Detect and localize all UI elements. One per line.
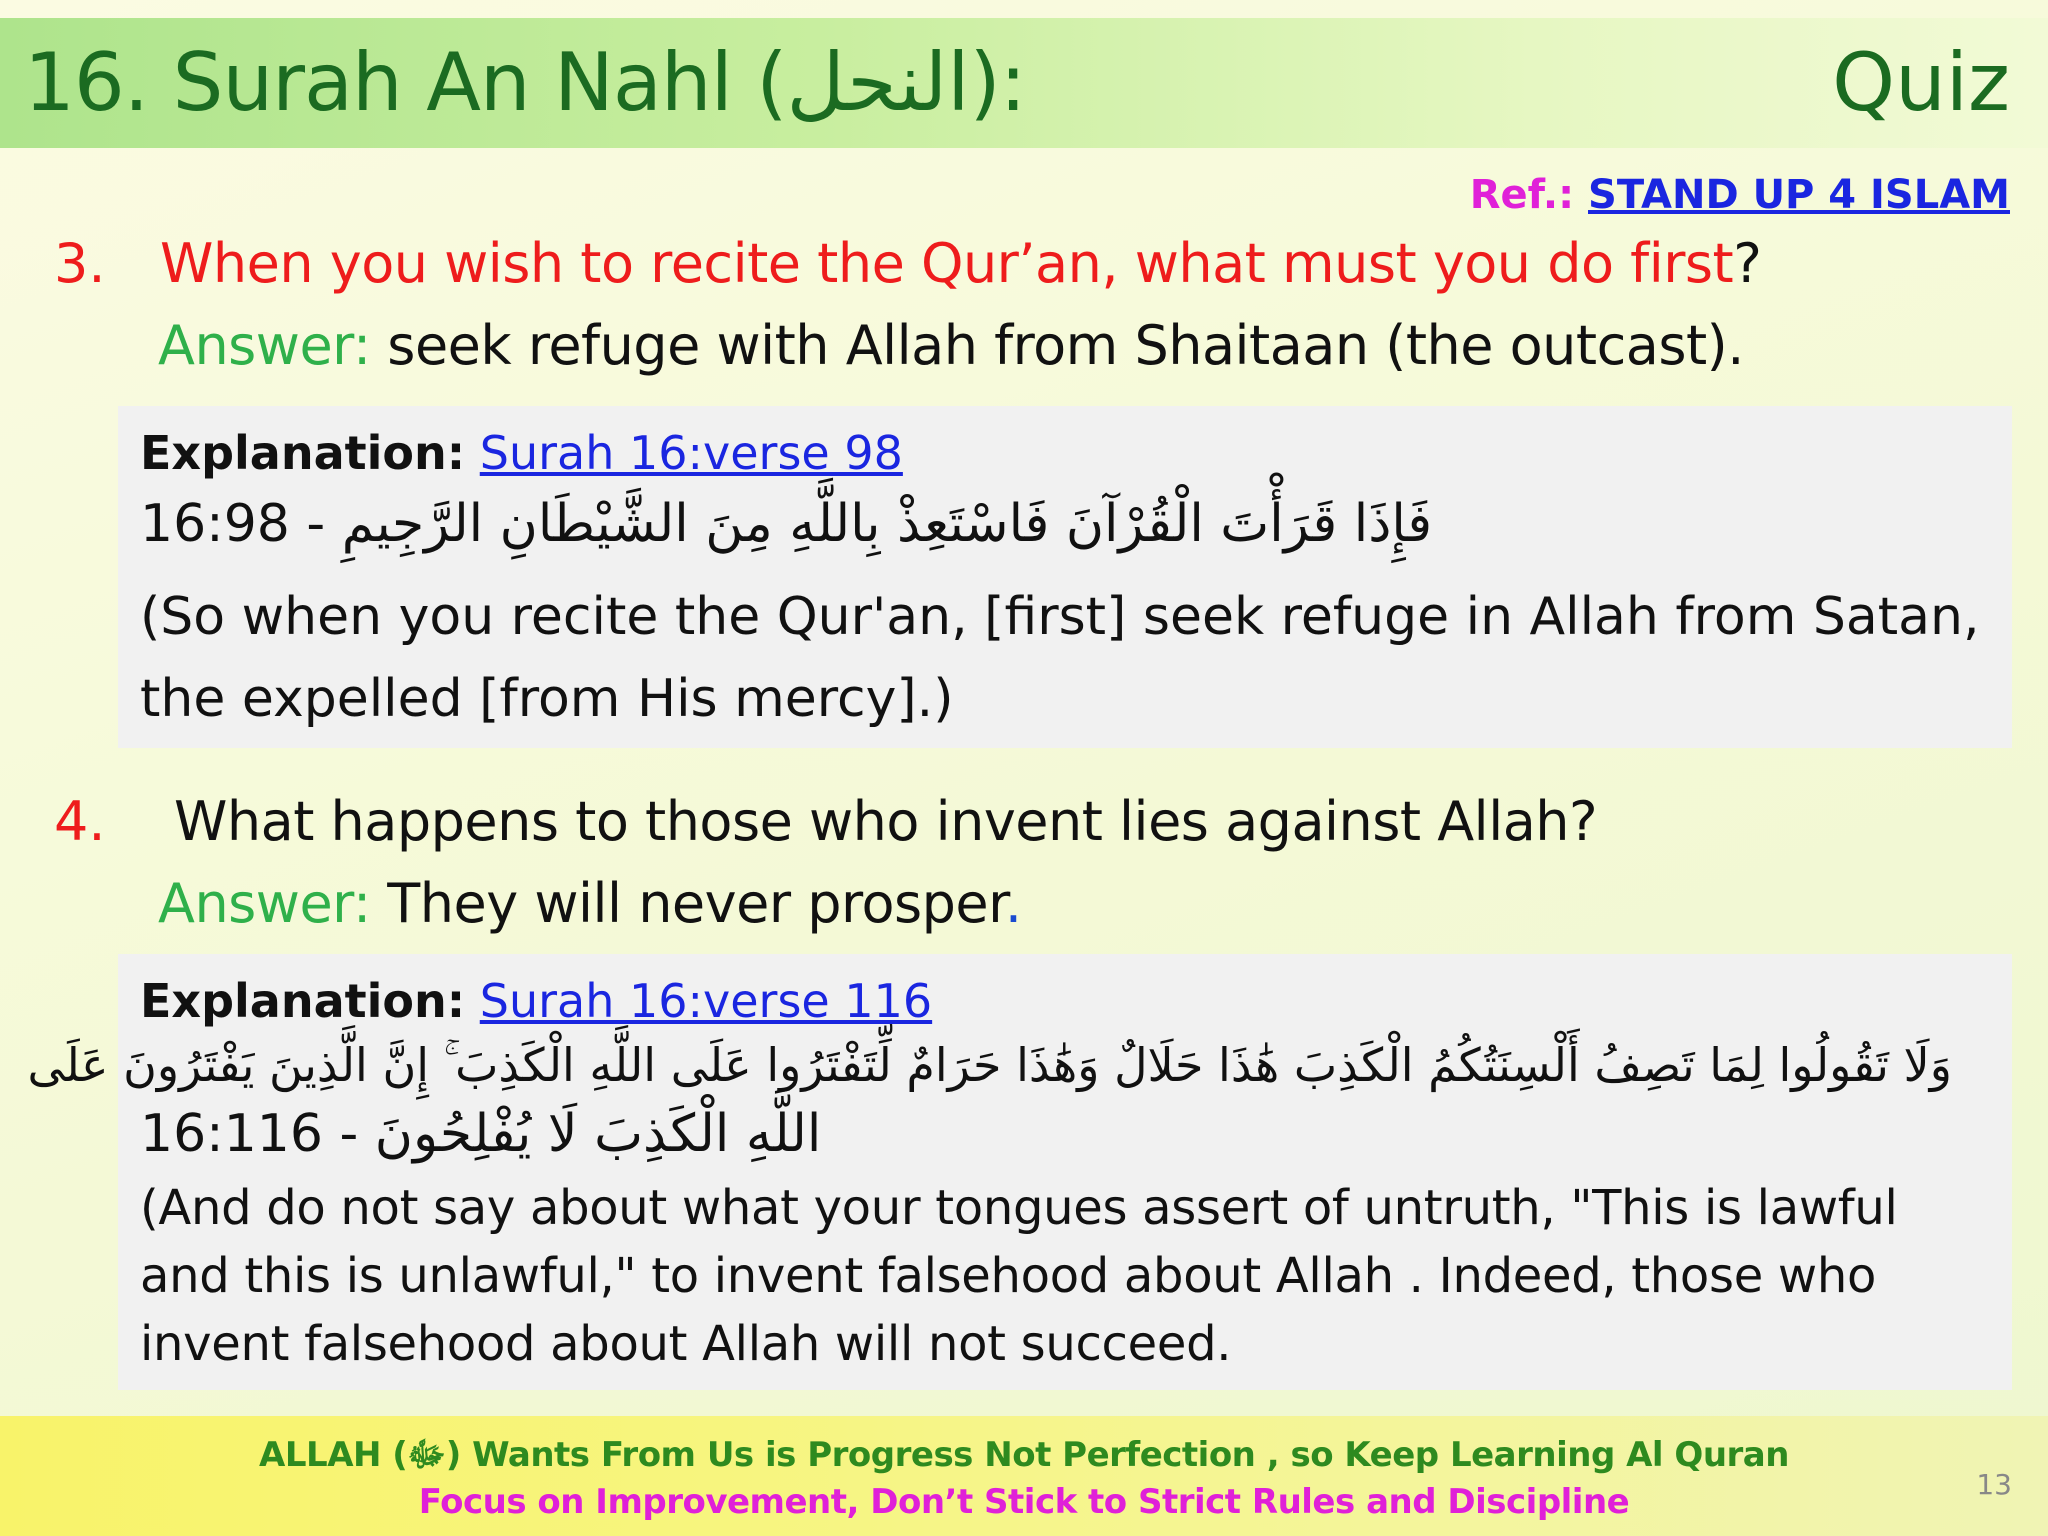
- quiz-label: Quiz: [1832, 36, 2010, 129]
- footer-line-1: ALLAH (ﷻ) Wants From Us is Progress Not Perfection , so Keep Learning Al Quran: [259, 1435, 1789, 1475]
- footer-banner: [0, 1416, 2048, 1536]
- question-3-mark: ?: [1733, 232, 1762, 295]
- page-number: 13: [1976, 1468, 2012, 1501]
- verse-98-line: [140, 494, 1432, 554]
- answer-3: [158, 314, 1744, 377]
- verse-116-ref: 16:116 -: [140, 1104, 375, 1164]
- verse-116-translation: (And do not say about what your tongues assert of untruth, "This is lawful and this is unlawful," to invent falsehood about Allah . Indeed, those who invent falsehood about Allah will not succeed.: [140, 1180, 1898, 1372]
- verse-116-line: [140, 1104, 821, 1164]
- ref-label: Ref.:: [1469, 172, 1575, 218]
- explanation-box-4: [27, 954, 2012, 1390]
- answer-4: [158, 872, 1022, 935]
- verse-116-arabic-line-2: اللَّهِ الْكَذِبَ لَا يُفْلِحُونَ: [374, 1104, 822, 1164]
- explanation-3-header: [140, 426, 903, 480]
- question-3-number: 3.: [54, 232, 106, 295]
- reference: [1470, 172, 2010, 218]
- footer-line-2: Focus on Improvement, Don’t Stick to Strict Rules and Discipline: [418, 1482, 1630, 1522]
- question-3-body: When you wish to recite the Qur’an, what must you do first: [160, 232, 1734, 295]
- explanation-3-label: Explanation:: [140, 426, 466, 480]
- explanation-4-header: [140, 974, 932, 1028]
- answer-3-text: seek refuge with Allah from Shaitaan (the outcast).: [370, 314, 1744, 377]
- explanation-box-3: [118, 406, 2012, 748]
- verse-116-arabic-line-1: وَلَا تَقُولُوا لِمَا تَصِفُ أَلْسِنَتُكُمُ الْكَذِبَ هَٰذَا حَلَالٌ وَهَٰذَا حَرَامٌ لِّتَفْتَرُوا عَلَى اللَّهِ الْكَذِبَ ۚ إِنَّ الَّذِينَ يَفْتَرُونَ عَلَى: [27, 1038, 1952, 1092]
- question-4-text: What happens to those who invent lies against Allah?: [174, 790, 1598, 853]
- verse-98-arabic: فَإِذَا قَرَأْتَ الْقُرْآنَ فَاسْتَعِذْ بِاللَّهِ مِنَ الشَّيْطَانِ الرَّجِيمِ: [341, 494, 1433, 554]
- slide-title: 16. Surah An Nahl (النحل):: [24, 36, 1026, 129]
- explanation-4-label: Explanation:: [140, 974, 466, 1028]
- verse-98-translation: (So when you recite the Qur'an, [first] seek refuge in Allah from Satan, the expelled [from His mercy].): [140, 587, 1980, 729]
- verse-98-ref: 16:98 -: [140, 494, 342, 554]
- answer-4-text: They will never prosper: [370, 872, 1005, 935]
- explanation-4-link[interactable]: Surah 16:verse 116: [479, 974, 933, 1028]
- answer-4-period: .: [1004, 872, 1022, 935]
- answer-3-label: Answer:: [158, 314, 371, 377]
- answer-4-label: Answer:: [158, 872, 371, 935]
- question-4-number: 4.: [54, 790, 106, 853]
- title-bar: [0, 18, 2048, 148]
- question-3-text: [160, 232, 1761, 295]
- explanation-3-link[interactable]: Surah 16:verse 98: [479, 426, 903, 480]
- ref-link[interactable]: STAND UP 4 ISLAM: [1588, 172, 2010, 218]
